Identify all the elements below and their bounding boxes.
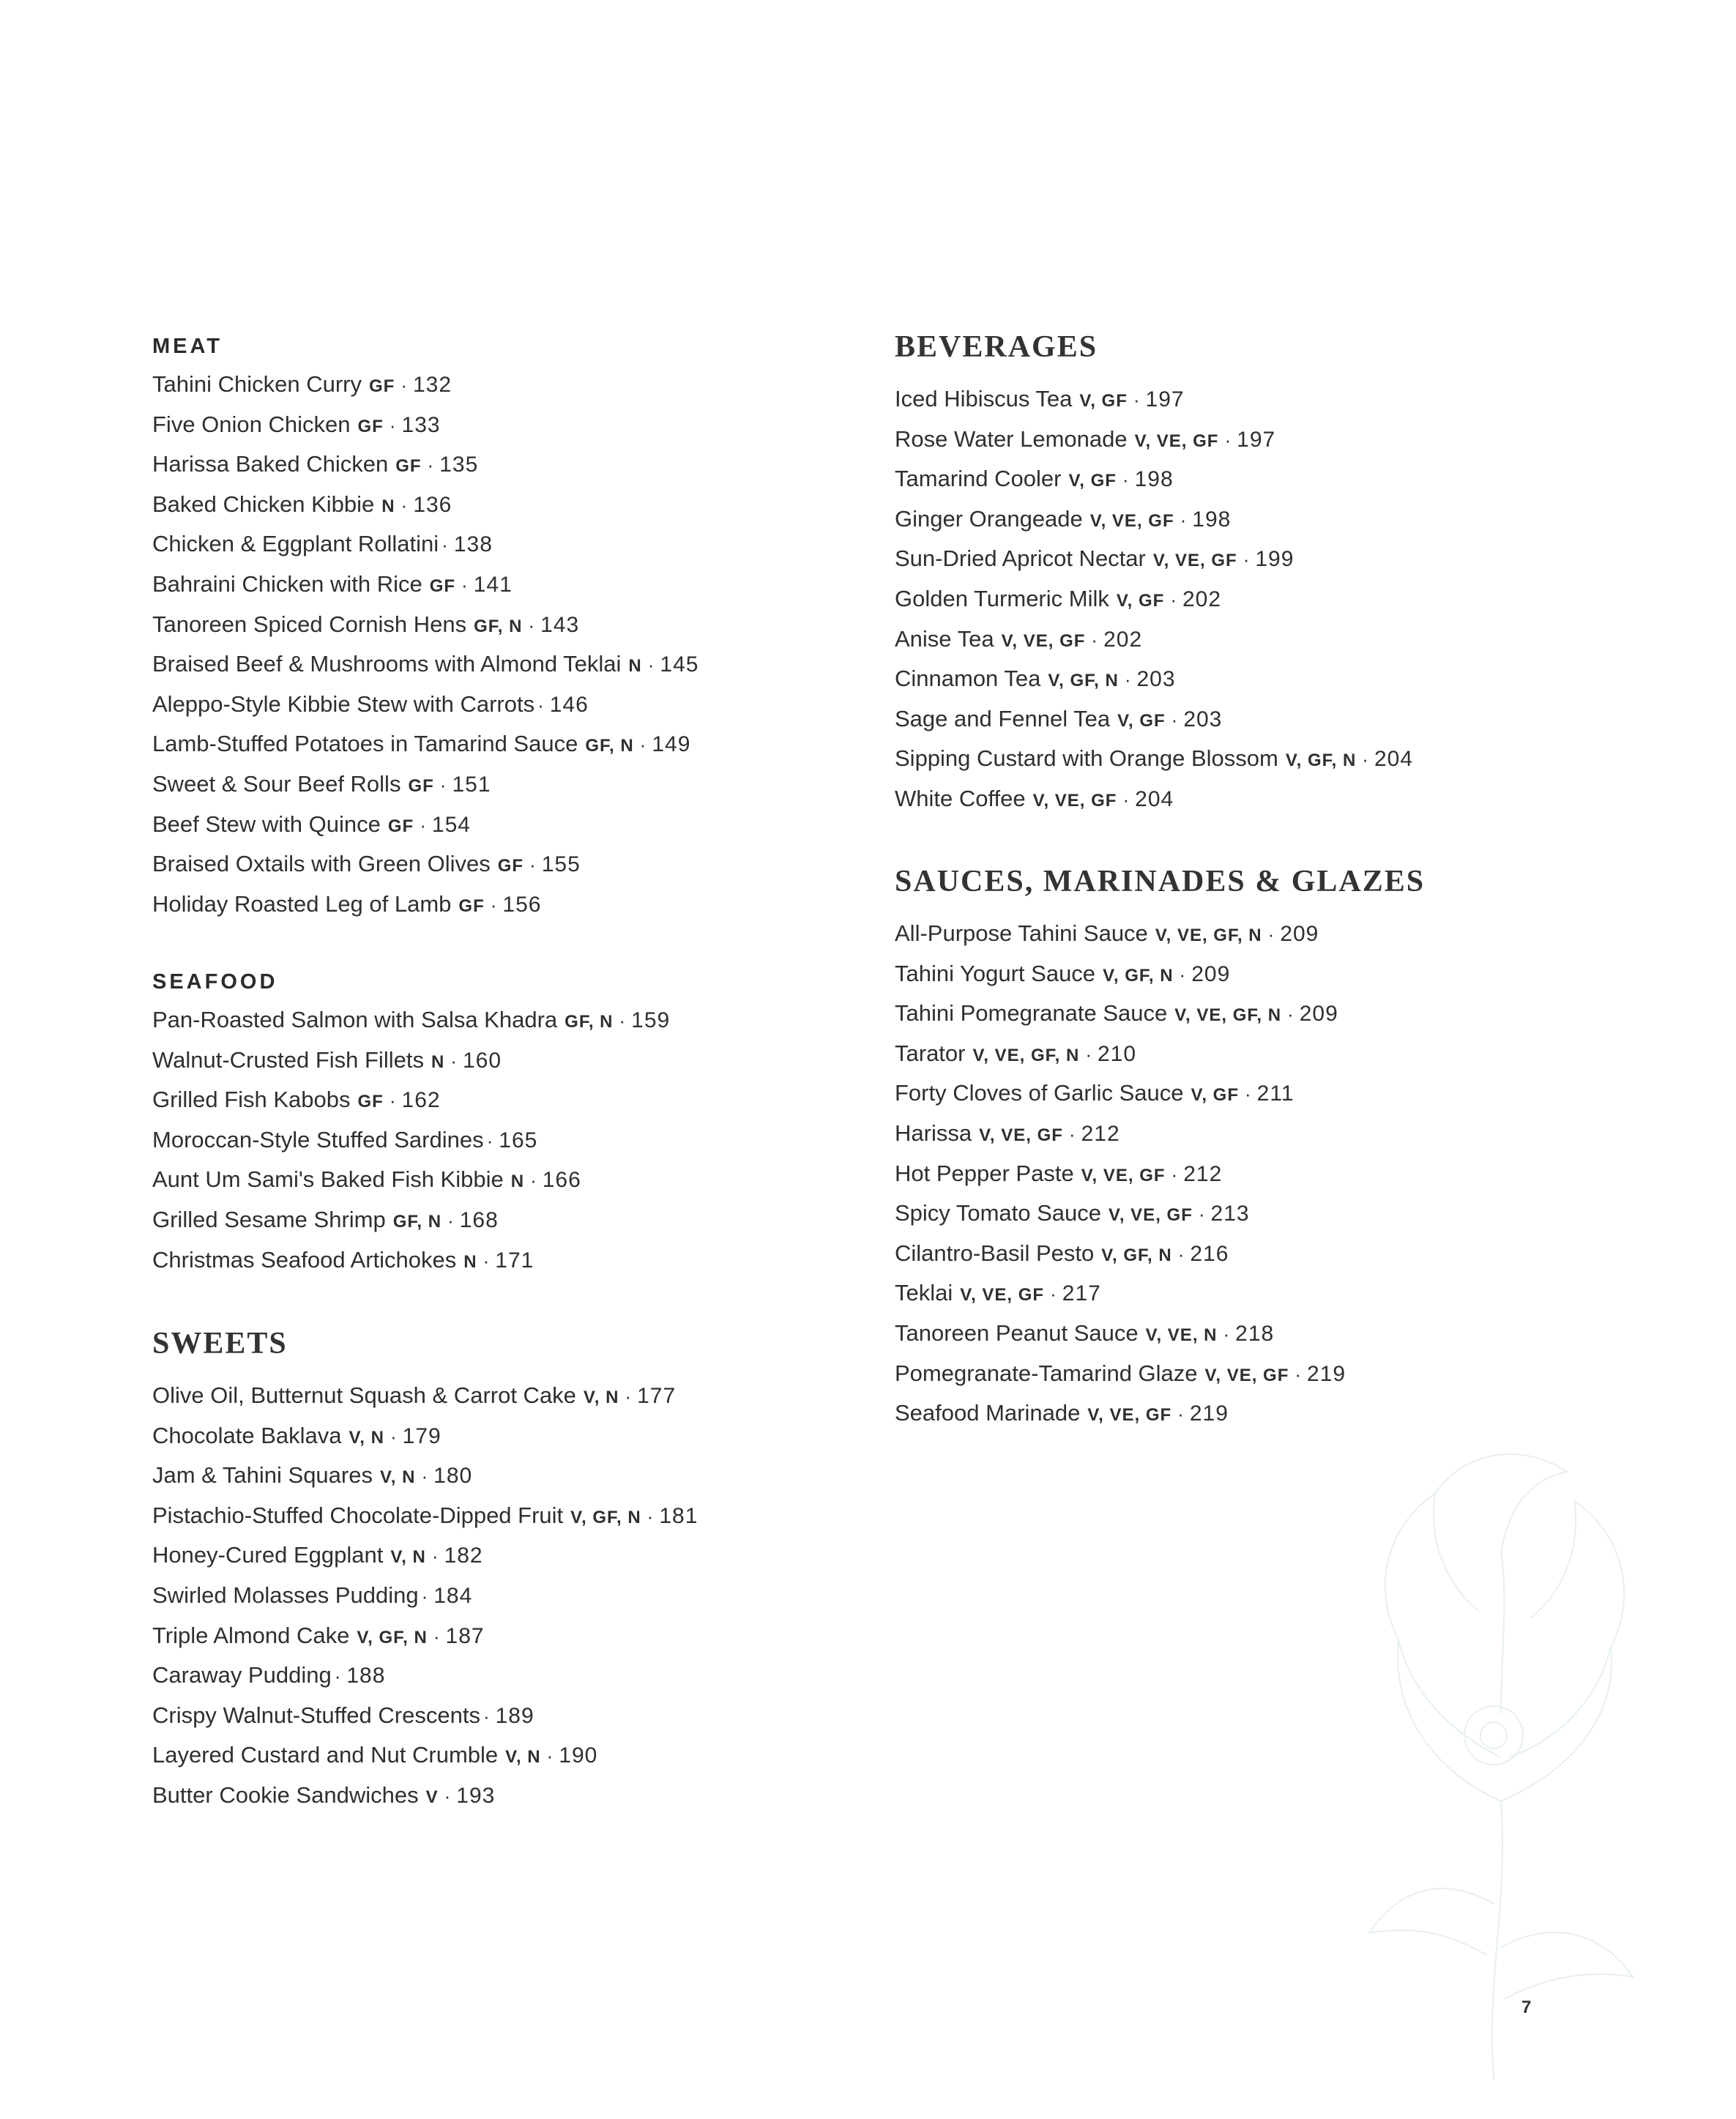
dietary-tags: GF — [357, 416, 384, 436]
page-reference: 190 — [559, 1743, 598, 1768]
list-item — [152, 644, 855, 685]
dietary-tags: V, VE, GF — [960, 1285, 1045, 1306]
separator-dot: · — [450, 1049, 457, 1072]
list-item — [152, 1616, 855, 1656]
separator-dot: · — [546, 1745, 554, 1768]
list-item — [152, 405, 855, 445]
dietary-tags: V, VE, GF — [979, 1125, 1063, 1145]
list-item — [152, 1000, 855, 1040]
list-item — [152, 685, 855, 725]
page-reference: 210 — [1097, 1041, 1137, 1066]
page-reference: 209 — [1280, 922, 1319, 946]
separator-dot: · — [401, 494, 408, 516]
page-reference: 216 — [1190, 1241, 1229, 1266]
separator-dot: · — [1133, 389, 1140, 411]
recipe-name: Chocolate Baklava — [152, 1422, 342, 1448]
page-reference: 135 — [439, 453, 479, 477]
recipe-name: Pomegranate-Tamarind Glaze — [895, 1360, 1198, 1386]
separator-dot: · — [483, 1705, 490, 1727]
dietary-tags: GF — [395, 456, 422, 477]
list-item — [895, 420, 1627, 460]
list-item — [152, 1416, 855, 1456]
dietary-tags: GF — [458, 895, 485, 916]
sweets-section — [152, 1322, 855, 1816]
page-reference: 141 — [473, 572, 513, 597]
recipe-name: Tahini Chicken Curry — [152, 371, 362, 397]
recipe-name: Braised Oxtails with Green Olives — [152, 851, 491, 877]
page-reference: 184 — [433, 1583, 473, 1608]
separator-dot: · — [1068, 1122, 1076, 1145]
separator-dot: · — [625, 1385, 632, 1407]
dietary-tags: V, VE, GF — [1204, 1365, 1289, 1385]
list-item — [895, 459, 1627, 499]
list-item — [152, 1240, 855, 1281]
dietary-tags: GF — [429, 576, 456, 596]
separator-dot: · — [389, 414, 396, 436]
recipe-name: Bahraini Chicken with Rice — [152, 570, 422, 597]
separator-dot: · — [1050, 1283, 1057, 1306]
list-item — [895, 994, 1627, 1034]
list-item — [895, 379, 1627, 420]
dietary-tags: V, GF — [1068, 471, 1117, 491]
dietary-tags: V, N — [583, 1388, 619, 1407]
dietary-tags: GF, N — [474, 616, 523, 636]
recipe-name: Caraway Pudding — [152, 1662, 332, 1688]
separator-dot: · — [1267, 923, 1275, 945]
dietary-tags: V, VE, GF — [1087, 1405, 1172, 1426]
list-item — [152, 1200, 855, 1240]
list-item — [152, 1120, 855, 1161]
list-item — [152, 1535, 855, 1576]
dietary-tags: V, GF — [1117, 710, 1166, 731]
page-reference: 219 — [1307, 1361, 1346, 1386]
list-item — [895, 539, 1627, 579]
page-reference: 212 — [1183, 1161, 1223, 1186]
list-item — [895, 1034, 1627, 1074]
beverages-section — [895, 325, 1627, 819]
sweets-list — [152, 1376, 855, 1816]
recipe-name: All-Purpose Tahini Sauce — [895, 920, 1148, 946]
recipe-name: Harissa — [895, 1120, 972, 1146]
list-item — [895, 1354, 1627, 1394]
separator-dot: · — [431, 1545, 439, 1568]
separator-dot: · — [1177, 1243, 1185, 1265]
page-reference: 132 — [413, 373, 452, 397]
recipe-name: Sipping Custard with Orange Blossom — [895, 745, 1278, 772]
page-reference: 165 — [499, 1128, 538, 1152]
separator-dot: · — [1171, 708, 1178, 731]
page-reference: 203 — [1183, 707, 1223, 731]
list-item — [152, 485, 855, 525]
recipe-name: Hot Pepper Paste — [895, 1160, 1074, 1186]
dietary-tags: V, GF, N — [1048, 671, 1119, 691]
page-reference: 156 — [502, 892, 542, 917]
separator-dot: · — [483, 1249, 490, 1272]
list-item — [152, 844, 855, 885]
list-item — [895, 1193, 1627, 1234]
list-item — [895, 1114, 1627, 1154]
dietary-tags: N — [431, 1051, 445, 1072]
list-item — [152, 605, 855, 645]
recipe-name: Crispy Walnut-Stuffed Crescents — [152, 1702, 480, 1728]
list-item — [895, 914, 1627, 954]
recipe-name: Tahini Yogurt Sauce — [895, 960, 1096, 986]
page-reference: 146 — [549, 692, 589, 717]
recipe-name: Aleppo-Style Kibbie Stew with Carrots — [152, 690, 535, 717]
recipe-name: Braised Beef & Mushrooms with Almond Teklai — [152, 651, 622, 677]
list-item — [895, 1073, 1627, 1114]
list-item — [152, 764, 855, 805]
page-reference: 181 — [659, 1503, 699, 1528]
dietary-tags: GF, N — [392, 1211, 442, 1232]
list-item — [152, 444, 855, 485]
dietary-tags: V, VE, GF — [1032, 790, 1117, 811]
dietary-tags: V, VE, GF — [1152, 551, 1237, 571]
separator-dot: · — [1198, 1203, 1205, 1226]
recipe-name: Rose Water Lemonade — [895, 425, 1128, 452]
dietary-tags: V, VE, GF, N — [972, 1045, 1080, 1065]
dietary-tags: N — [510, 1172, 525, 1192]
recipe-name: Teklai — [895, 1280, 953, 1306]
page-reference: 202 — [1103, 627, 1143, 652]
separator-dot: · — [1124, 669, 1131, 691]
seafood-section — [152, 964, 855, 1280]
recipe-name: Tarator — [895, 1040, 966, 1066]
botanical-illustration — [1289, 1391, 1699, 2094]
recipe-name: Swirled Molasses Pudding — [152, 1582, 419, 1608]
page-reference: 177 — [637, 1384, 677, 1408]
page-reference: 182 — [444, 1543, 483, 1568]
list-item — [152, 1776, 855, 1816]
list-item — [895, 954, 1627, 994]
separator-dot: · — [1122, 788, 1130, 811]
recipe-name: Layered Custard and Nut Crumble — [152, 1742, 499, 1768]
recipe-name: Sage and Fennel Tea — [895, 705, 1111, 731]
list-item — [895, 619, 1627, 660]
separator-dot: · — [1122, 469, 1129, 491]
recipe-name: White Coffee — [895, 785, 1026, 811]
list-item — [152, 805, 855, 845]
page-reference: 138 — [453, 532, 493, 557]
beverages-heading: BEVERAGES — [895, 330, 1098, 364]
recipe-name: Harissa Baked Chicken — [152, 451, 389, 477]
recipe-name: Olive Oil, Butternut Squash & Carrot Cake — [152, 1382, 576, 1408]
recipe-name: Honey-Cured Eggplant — [152, 1542, 384, 1568]
recipe-name: Tanoreen Spiced Cornish Hens — [152, 611, 467, 637]
page-reference: 188 — [346, 1664, 386, 1688]
meat-heading: MEAT — [152, 335, 223, 358]
separator-dot: · — [334, 1665, 341, 1688]
separator-dot: · — [1294, 1363, 1302, 1385]
page-reference: 136 — [413, 492, 452, 517]
page-reference: 166 — [542, 1168, 581, 1193]
dietary-tags: N — [381, 496, 395, 516]
page-reference: 133 — [401, 412, 441, 437]
dietary-tags: GF — [357, 1092, 384, 1112]
dietary-tags: V, VE, GF — [1001, 630, 1086, 651]
list-item — [895, 579, 1627, 619]
separator-dot: · — [647, 1505, 654, 1527]
page-reference: 154 — [431, 812, 471, 837]
recipe-name: Pan-Roasted Salmon with Salsa Khadra — [152, 1007, 558, 1032]
page-reference: 198 — [1134, 467, 1174, 492]
dietary-tags: V, VE, N — [1145, 1325, 1218, 1345]
dietary-tags: V, N — [379, 1467, 416, 1488]
separator-dot: · — [401, 374, 407, 396]
dietary-tags: V, GF, N — [1285, 751, 1357, 771]
page-reference: 143 — [540, 612, 580, 637]
recipe-name: Anise Tea — [895, 625, 994, 652]
separator-dot: · — [486, 1129, 493, 1152]
page-reference: 211 — [1256, 1081, 1294, 1106]
list-item — [152, 1696, 855, 1736]
page-reference: 159 — [631, 1008, 671, 1032]
list-item — [152, 565, 855, 605]
separator-dot: · — [1287, 1003, 1294, 1026]
recipe-name: Forty Cloves of Garlic Sauce — [895, 1080, 1184, 1106]
recipe-name: Tamarind Cooler — [895, 466, 1062, 492]
recipe-name: Beef Stew with Quince — [152, 811, 381, 837]
separator-dot: · — [444, 1784, 451, 1807]
page-reference: 180 — [433, 1464, 473, 1489]
page-reference: 197 — [1145, 387, 1185, 411]
dietary-tags: V, GF, N — [1103, 965, 1174, 986]
list-item — [152, 1456, 855, 1496]
recipe-name: Ginger Orangeade — [895, 505, 1083, 532]
dietary-tags: V, VE, GF — [1134, 431, 1219, 451]
recipe-name: Triple Almond Cake — [152, 1622, 350, 1648]
separator-dot: · — [1085, 1043, 1092, 1065]
recipe-name: Aunt Um Sami's Baked Fish Kibbie — [152, 1166, 504, 1193]
separator-dot: · — [647, 654, 655, 677]
separator-dot: · — [1170, 588, 1177, 611]
list-item — [152, 1496, 855, 1536]
recipe-name: Lamb-Stuffed Potatoes in Tamarind Sauce — [152, 731, 578, 757]
meat-section — [152, 328, 855, 924]
separator-dot: · — [389, 1090, 396, 1112]
page-reference: 212 — [1081, 1121, 1120, 1146]
separator-dot: · — [433, 1625, 440, 1647]
page-reference: 145 — [660, 652, 699, 677]
seafood-heading: SEAFOOD — [152, 970, 278, 994]
separator-dot: · — [1171, 1163, 1178, 1185]
dietary-tags: V, VE, GF, N — [1155, 926, 1262, 945]
page-reference: 162 — [401, 1088, 441, 1113]
separator-dot: · — [530, 1169, 537, 1192]
recipe-name: Golden Turmeric Milk — [895, 585, 1109, 611]
meat-list — [152, 365, 855, 924]
recipe-name: Cilantro-Basil Pesto — [895, 1240, 1095, 1266]
list-item — [895, 1234, 1627, 1274]
recipe-name: Iced Hibiscus Tea — [895, 386, 1073, 411]
separator-dot: · — [421, 1584, 428, 1607]
page-reference: 189 — [495, 1703, 534, 1728]
separator-dot: · — [421, 1465, 428, 1488]
recipe-name: Spicy Tomato Sauce — [895, 1200, 1102, 1226]
page-reference: 218 — [1235, 1321, 1275, 1346]
dietary-tags: V, GF — [1191, 1085, 1239, 1106]
recipe-name: Jam & Tahini Squares — [152, 1462, 373, 1489]
list-item — [895, 499, 1627, 540]
page-reference: 202 — [1182, 586, 1222, 611]
page-reference: 155 — [541, 852, 581, 877]
page-reference: 209 — [1299, 1002, 1338, 1027]
separator-dot: · — [619, 1010, 626, 1032]
dietary-tags: V, VE, GF, N — [1174, 1005, 1282, 1026]
list-item — [895, 699, 1627, 740]
page-reference: 197 — [1237, 427, 1276, 452]
dietary-tags: V, VE, GF — [1109, 1205, 1193, 1226]
recipe-name: Sun-Dried Apricot Nectar — [895, 545, 1146, 572]
page-reference: 168 — [459, 1207, 499, 1232]
recipe-name: Grilled Sesame Shrimp — [152, 1206, 386, 1232]
recipe-name: Tanoreen Peanut Sauce — [895, 1319, 1139, 1346]
page-reference: 209 — [1191, 961, 1231, 986]
dietary-tags: V, VE, GF — [1081, 1165, 1166, 1185]
dietary-tags: V, N — [390, 1547, 426, 1568]
dietary-tags: GF, N — [585, 736, 634, 756]
dietary-tags: N — [463, 1251, 477, 1272]
recipe-name: Baked Chicken Kibbie — [152, 491, 375, 517]
dietary-tags: V, N — [505, 1747, 541, 1768]
recipe-name: Cinnamon Tea — [895, 666, 1041, 692]
list-item — [895, 1154, 1627, 1194]
separator-dot: · — [420, 813, 426, 836]
separator-dot: · — [1245, 1083, 1251, 1106]
dietary-tags: V, GF, N — [1101, 1245, 1172, 1265]
page-reference: 187 — [445, 1623, 485, 1648]
dietary-tags: N — [628, 656, 642, 677]
recipe-name: Five Onion Chicken — [152, 411, 351, 437]
recipe-name: Holiday Roasted Leg of Lamb — [152, 890, 452, 917]
separator-dot: · — [1224, 428, 1232, 451]
dietary-tags: V, GF — [1079, 391, 1128, 411]
list-item — [152, 1160, 855, 1200]
separator-dot: · — [490, 893, 497, 916]
page-reference: 179 — [402, 1423, 442, 1448]
list-item — [152, 885, 855, 925]
separator-dot: · — [1243, 548, 1250, 571]
page-reference: 204 — [1135, 786, 1174, 811]
recipe-name: Tahini Pomegranate Sauce — [895, 1000, 1168, 1027]
sauces-list — [895, 914, 1627, 1434]
beverages-list — [895, 379, 1627, 819]
list-item — [152, 365, 855, 405]
list-item — [152, 1376, 855, 1416]
recipe-name: Seafood Marinade — [895, 1400, 1081, 1426]
list-item — [152, 1656, 855, 1696]
dietary-tags: V, GF, N — [570, 1507, 641, 1527]
list-item — [895, 779, 1627, 819]
page-reference: 199 — [1255, 547, 1294, 572]
sweets-heading: SWEETS — [152, 1327, 288, 1360]
dietary-tags: GF, N — [565, 1012, 614, 1032]
separator-dot: · — [442, 534, 448, 556]
dietary-tags: GF — [408, 775, 434, 796]
sauces-section — [895, 860, 1627, 1434]
list-item — [152, 1735, 855, 1776]
page-number: 7 — [1521, 1997, 1532, 2017]
page-reference: 213 — [1210, 1202, 1250, 1226]
seafood-list — [152, 1000, 855, 1280]
dietary-tags: V, GF — [1116, 590, 1165, 611]
dietary-tags: V, GF, N — [357, 1627, 428, 1647]
list-item — [895, 1273, 1627, 1314]
separator-dot: · — [390, 1425, 397, 1448]
list-item — [152, 524, 855, 565]
separator-dot: · — [1223, 1322, 1230, 1345]
page-reference: 160 — [462, 1048, 502, 1073]
sauces-heading: SAUCES, MARINADES & GLAZES — [895, 865, 1426, 898]
list-item — [152, 1080, 855, 1120]
page-reference: 203 — [1136, 667, 1176, 692]
recipe-name: Moroccan-Style Stuffed Sardines — [152, 1126, 484, 1152]
list-item — [152, 1576, 855, 1616]
page-reference: 151 — [452, 772, 491, 797]
separator-dot: · — [529, 854, 536, 876]
page-reference: 217 — [1062, 1281, 1101, 1306]
separator-dot: · — [528, 614, 535, 636]
separator-dot: · — [1177, 1403, 1184, 1426]
recipe-name: Christmas Seafood Artichokes — [152, 1246, 457, 1273]
dietary-tags: GF — [387, 816, 414, 836]
page-reference: 219 — [1189, 1401, 1229, 1426]
separator-dot: · — [1180, 508, 1187, 531]
dietary-tags: GF — [497, 856, 524, 876]
list-item — [895, 659, 1627, 699]
dietary-tags: V — [425, 1787, 439, 1807]
dietary-tags: GF — [369, 376, 395, 396]
dietary-tags: V, VE, GF — [1089, 510, 1174, 531]
separator-dot: · — [427, 454, 434, 477]
recipe-name: Walnut-Crusted Fish Fillets — [152, 1046, 424, 1073]
page-reference: 171 — [495, 1248, 534, 1273]
separator-dot: · — [1091, 628, 1098, 651]
list-item — [895, 739, 1627, 779]
page-reference: 193 — [456, 1783, 496, 1808]
separator-dot: · — [461, 573, 468, 596]
recipe-name: Chicken & Eggplant Rollatini — [152, 531, 439, 557]
list-item — [152, 724, 855, 764]
separator-dot: · — [1179, 963, 1186, 986]
recipe-name: Pistachio-Stuffed Chocolate-Dipped Fruit — [152, 1502, 564, 1528]
recipe-name: Sweet & Sour Beef Rolls — [152, 770, 401, 797]
recipe-name: Grilled Fish Kabobs — [152, 1087, 351, 1113]
separator-dot: · — [447, 1209, 454, 1232]
separator-dot: · — [537, 693, 544, 716]
page-reference: 198 — [1192, 507, 1232, 532]
recipe-name: Butter Cookie Sandwiches — [152, 1781, 419, 1808]
page-reference: 204 — [1374, 747, 1414, 772]
list-item — [895, 1314, 1627, 1354]
page-reference: 149 — [652, 732, 691, 757]
dietary-tags: V, N — [349, 1427, 384, 1448]
list-item — [152, 1040, 855, 1081]
separator-dot: · — [439, 773, 447, 796]
separator-dot: · — [639, 734, 647, 756]
separator-dot: · — [1362, 748, 1368, 771]
